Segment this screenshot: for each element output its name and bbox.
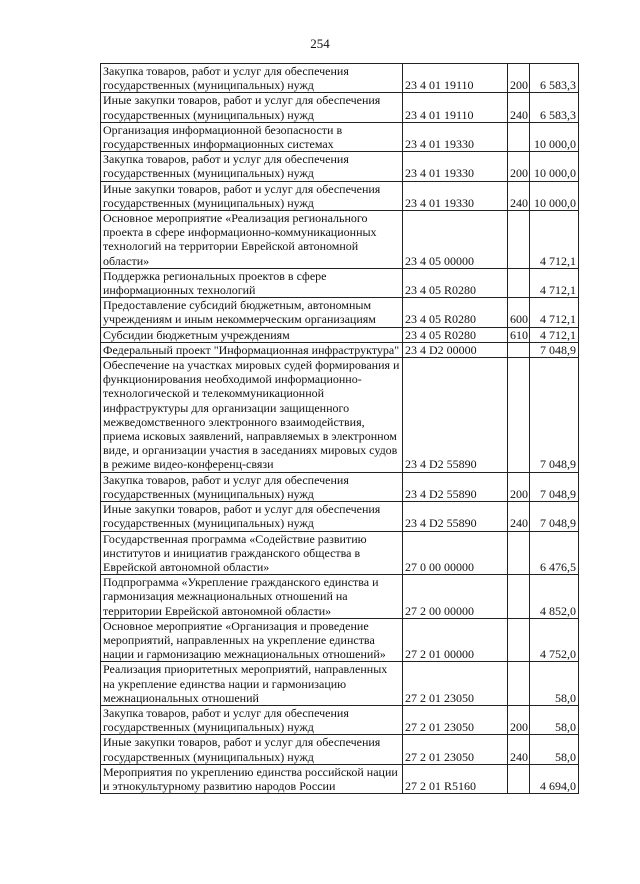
row-name-cell: Иные закупки товаров, работ и услуг для обеспечения государственных (муниципальных) нужд	[101, 502, 403, 531]
row-name-cell: Организация информационной безопасности в государственных информационных системах	[101, 122, 403, 151]
row-expense-type-cell: 200	[508, 705, 530, 734]
table-row	[101, 575, 579, 619]
row-name-cell: Федеральный проект "Информационная инфраструктура"	[101, 342, 403, 357]
row-name-cell: Иные закупки товаров, работ и услуг для обеспечения государственных (муниципальных) нужд	[101, 93, 403, 122]
row-expense-type-cell	[508, 342, 530, 357]
row-code-cell: 23 4 05 R0280	[403, 268, 508, 297]
row-name-cell: Предоставление субсидий бюджетным, автономным учреждениям и иным некоммерческим организациям	[101, 298, 403, 327]
row-amount-cell: 6 476,5	[530, 531, 579, 575]
row-name-cell: Закупка товаров, работ и услуг для обеспечения государственных (муниципальных) нужд	[101, 64, 403, 93]
row-name-cell: Иные закупки товаров, работ и услуг для обеспечения государственных (муниципальных) нужд	[101, 181, 403, 210]
row-name-cell: Обеспечение на участках мировых судей формирования и функционирования необходимой информационно-технологической и телекоммуникационной инфраструктуры для организации защищенного межведомственного электронного взаимодействия, приема исковых заявлений, направляемых в электронном виде, и организации участия в заседаниях мировых судов в режиме видео-конференц-связи	[101, 358, 403, 473]
table-row	[101, 211, 579, 269]
table-row	[101, 152, 579, 181]
row-amount-cell: 58,0	[530, 662, 579, 706]
table-row	[101, 764, 579, 793]
table-row	[101, 122, 579, 151]
table-row	[101, 268, 579, 297]
row-code-cell: 23 4 01 19330	[403, 152, 508, 181]
row-code-cell: 27 2 01 R5160	[403, 764, 508, 793]
row-name-cell: Закупка товаров, работ и услуг для обеспечения государственных (муниципальных) нужд	[101, 705, 403, 734]
row-name-cell: Поддержка региональных проектов в сфере информационных технологий	[101, 268, 403, 297]
row-name-cell: Реализация приоритетных мероприятий, направленных на укрепление единства нации и гармонизацию межнациональных отношений	[101, 662, 403, 706]
row-amount-cell: 7 048,9	[530, 342, 579, 357]
row-code-cell: 23 4 D2 55890	[403, 502, 508, 531]
row-expense-type-cell	[508, 268, 530, 297]
table-row	[101, 618, 579, 662]
row-code-cell: 23 4 01 19330	[403, 181, 508, 210]
row-expense-type-cell	[508, 764, 530, 793]
table-row	[101, 93, 579, 122]
row-expense-type-cell: 600	[508, 298, 530, 327]
row-name-cell: Подпрограмма «Укрепление гражданского единства и гармонизация межнациональных отношений на территории Еврейской автономной области»	[101, 575, 403, 619]
row-amount-cell: 10 000,0	[530, 181, 579, 210]
row-name-cell: Основное мероприятие «Реализация регионального проекта в сфере информационно-коммуникационных технологий на территории Еврейской автономной области»	[101, 211, 403, 269]
row-expense-type-cell: 610	[508, 327, 530, 342]
page-number: 254	[310, 36, 330, 51]
row-expense-type-cell: 240	[508, 181, 530, 210]
row-amount-cell: 4 712,1	[530, 268, 579, 297]
row-code-cell: 27 2 01 23050	[403, 662, 508, 706]
row-expense-type-cell	[508, 662, 530, 706]
table-row	[101, 735, 579, 764]
row-amount-cell: 6 583,3	[530, 93, 579, 122]
row-amount-cell: 4 852,0	[530, 575, 579, 619]
table-row	[101, 531, 579, 575]
budget-table	[100, 63, 579, 794]
table-row	[101, 298, 579, 327]
row-expense-type-cell	[508, 618, 530, 662]
row-expense-type-cell: 200	[508, 152, 530, 181]
row-amount-cell: 4 712,1	[530, 298, 579, 327]
row-expense-type-cell: 240	[508, 93, 530, 122]
row-expense-type-cell	[508, 531, 530, 575]
row-amount-cell: 10 000,0	[530, 122, 579, 151]
row-code-cell: 27 2 00 00000	[403, 575, 508, 619]
row-name-cell: Иные закупки товаров, работ и услуг для обеспечения государственных (муниципальных) нужд	[101, 735, 403, 764]
row-expense-type-cell: 200	[508, 472, 530, 501]
table-row	[101, 662, 579, 706]
row-name-cell: Государственная программа «Содействие развитию институтов и инициатив гражданского общества в Еврейской автономной области»	[101, 531, 403, 575]
table-row	[101, 358, 579, 473]
row-amount-cell: 6 583,3	[530, 64, 579, 93]
row-amount-cell: 7 048,9	[530, 472, 579, 501]
row-code-cell: 23 4 D2 55890	[403, 358, 508, 473]
row-code-cell: 23 4 01 19330	[403, 122, 508, 151]
table-row	[101, 705, 579, 734]
row-amount-cell: 10 000,0	[530, 152, 579, 181]
row-code-cell: 27 2 01 23050	[403, 705, 508, 734]
row-code-cell: 23 4 01 19110	[403, 64, 508, 93]
row-code-cell: 27 0 00 00000	[403, 531, 508, 575]
row-amount-cell: 7 048,9	[530, 358, 579, 473]
row-expense-type-cell: 200	[508, 64, 530, 93]
row-code-cell: 23 4 05 R0280	[403, 298, 508, 327]
table-row	[101, 342, 579, 357]
budget-table-body	[101, 64, 579, 794]
row-name-cell: Закупка товаров, работ и услуг для обеспечения государственных (муниципальных) нужд	[101, 152, 403, 181]
table-row	[101, 181, 579, 210]
row-code-cell: 27 2 01 23050	[403, 735, 508, 764]
row-code-cell: 23 4 D2 00000	[403, 342, 508, 357]
table-row	[101, 502, 579, 531]
row-amount-cell: 7 048,9	[530, 502, 579, 531]
table-row	[101, 327, 579, 342]
table-row	[101, 64, 579, 93]
row-expense-type-cell: 240	[508, 502, 530, 531]
row-name-cell: Субсидии бюджетным учреждениям	[101, 327, 403, 342]
row-code-cell: 27 2 01 00000	[403, 618, 508, 662]
row-amount-cell: 58,0	[530, 705, 579, 734]
row-code-cell: 23 4 D2 55890	[403, 472, 508, 501]
table-row	[101, 472, 579, 501]
row-name-cell: Закупка товаров, работ и услуг для обеспечения государственных (муниципальных) нужд	[101, 472, 403, 501]
row-expense-type-cell	[508, 358, 530, 473]
row-expense-type-cell	[508, 211, 530, 269]
row-amount-cell: 4 712,1	[530, 211, 579, 269]
row-amount-cell: 58,0	[530, 735, 579, 764]
row-amount-cell: 4 694,0	[530, 764, 579, 793]
row-code-cell: 23 4 05 00000	[403, 211, 508, 269]
row-expense-type-cell	[508, 122, 530, 151]
row-name-cell: Мероприятия по укреплению единства российской нации и этнокультурному развитию народов России	[101, 764, 403, 793]
row-code-cell: 23 4 05 R0280	[403, 327, 508, 342]
row-name-cell: Основное мероприятие «Организация и проведение мероприятий, направленных на укрепление единства нации и гармонизацию межнациональных отношений»	[101, 618, 403, 662]
row-expense-type-cell	[508, 575, 530, 619]
row-amount-cell: 4 752,0	[530, 618, 579, 662]
row-expense-type-cell: 240	[508, 735, 530, 764]
row-amount-cell: 4 712,1	[530, 327, 579, 342]
row-code-cell: 23 4 01 19110	[403, 93, 508, 122]
